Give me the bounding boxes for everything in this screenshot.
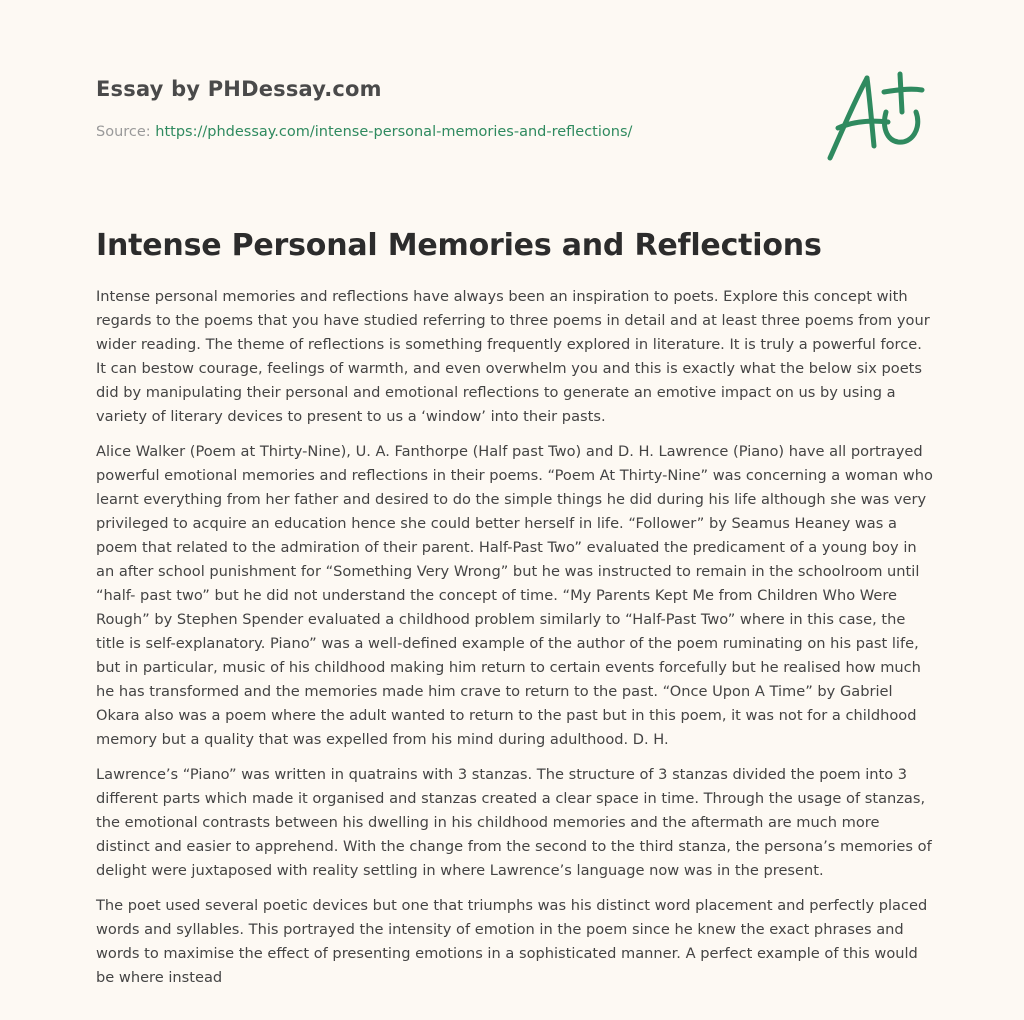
brand-title: Essay by PHDessay.com bbox=[96, 77, 382, 101]
page-title: Intense Personal Memories and Reflections bbox=[96, 228, 822, 263]
header bbox=[96, 74, 796, 142]
paragraph: Intense personal memories and reflections have always been an inspiration to poets. Explore this concept with regards to the poems that you have studied referring to three poems in detail and at least three poems from your wider reading. The theme of reflections is something frequently explored in literature. It is truly a powerful force. It can bestow courage, feelings of warmth, and even overwhelm you and this is exactly what the below six poets did by manipulating their personal and emotional reflections to generate an emotive impact on us by using a variety of literary devices to present to us a ‘window’ into their pasts. bbox=[96, 288, 930, 425]
source-label: Source: bbox=[96, 124, 151, 140]
article-body bbox=[96, 285, 934, 1001]
source-link[interactable]: https://phdessay.com/intense-personal-memories-and-reflections/ bbox=[155, 124, 633, 140]
paragraph: The poet used several poetic devices but one that triumphs was his distinct word placement and perfectly placed words and syllables. This portrayed the intensity of emotion in the poem since he knew the exact phrases and words to maximise the effect of presenting emotions in a sophisticated manner. A perfect example of this would be where instead bbox=[96, 897, 928, 986]
paragraph: Lawrence’s “Piano” was written in quatrains with 3 stanzas. The structure of 3 stanzas divided the poem into 3 different parts which made it organised and stanzas created a clear space in time. Through the usage of stanzas, the emotional contrasts between his dwelling in his childhood memories and the aftermath are much more distinct and easier to apprehend. With the change from the second to the third stanza, the persona’s memories of delight were juxtaposed with reality settling in where Lawrence’s language now was in the present. bbox=[96, 766, 932, 879]
source-line bbox=[96, 122, 796, 142]
a-plus-icon bbox=[822, 66, 932, 166]
paragraph: Alice Walker (Poem at Thirty-Nine), U. A. Fanthorpe (Half past Two) and D. H. Lawrence (Piano) have all portrayed powerful emotional memories and reflections in their poems. “Poem At Thirty-Nine” was concerning a woman who learnt everything from her father and desired to do the simple things he did during his life although she was very privileged to acquire an education hence she could better herself in life. “Follower” by Seamus Heaney was a poem that related to the admiration of their parent. Half-Past Two” evaluated the predicament of a young boy in an after school punishment for “Something Very Wrong” but he was instructed to remain in the schoolroom until “half- past two” but he did not understand the concept of time. “My Parents Kept Me from Children Who Were Rough” by Stephen Spender evaluated a childhood problem similarly to “Half-Past Two” where in this case, the title is self-explanatory. Piano” was a well-defined example of the author of the poem ruminating on his past life, but in particular, music of his childhood making him return to certain events forcefully but he realised how much he has transformed and the memories made him crave to return to the past. “Once Upon A Time” by Gabriel Okara also was a poem where the adult wanted to return to the past but in this poem, it was not for a childhood memory but a quality that was expelled from his mind during adulthood. D. H. bbox=[96, 443, 933, 748]
